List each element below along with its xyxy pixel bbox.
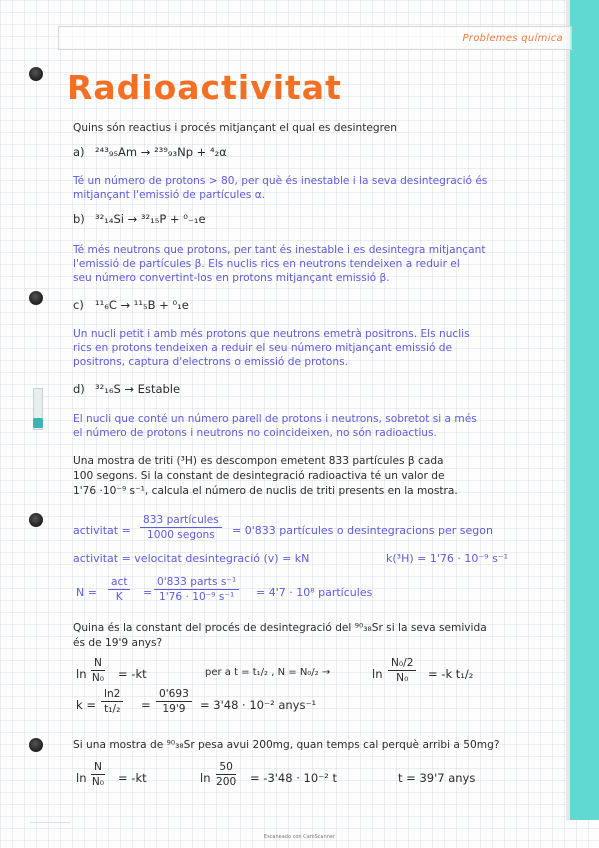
decay-law-2: = -kt bbox=[118, 771, 147, 785]
notebook-tab bbox=[570, 0, 599, 820]
fraction-denominator: N₀ bbox=[396, 672, 409, 684]
ln-label-2: ln bbox=[372, 667, 383, 681]
k-result: = 3'48 · 10⁻² anys⁻¹ bbox=[200, 698, 317, 712]
fraction-denominator: 19'9 bbox=[162, 703, 186, 715]
problem-2-line-1: Una mostra de triti (³H) es descompon emetent 833 partícules β cada bbox=[73, 455, 444, 467]
fraction-denominator: N₀ bbox=[91, 672, 105, 684]
N-label: N = bbox=[76, 586, 97, 599]
item-a-note-1: Té un número de protons > 80, per què és inestable i la seva desintegració és bbox=[73, 175, 488, 187]
half-life-condition: per a t = t₁/₂ , N = N₀/₂ → bbox=[205, 667, 331, 678]
fraction-denominator: N₀ bbox=[91, 776, 105, 788]
decay-law: = -kt bbox=[118, 667, 147, 681]
fraction-numerator: 833 partícules bbox=[140, 514, 222, 528]
fraction-numerator: 0'693 bbox=[156, 688, 192, 702]
item-b-note-2: l'emissió de partícules β. Els nuclis rics en neutrons tendeixen a reduir el bbox=[73, 258, 460, 270]
ln2-fraction bbox=[101, 688, 123, 715]
half-fraction bbox=[388, 657, 416, 684]
fraction-denominator: t₁/₂ bbox=[104, 703, 121, 715]
problem-2-line-2: 100 segons. Si la constant de desintegració radioactiva té un valor de bbox=[73, 470, 445, 482]
fraction-numerator: act bbox=[108, 576, 130, 590]
fraction-numerator: N bbox=[91, 761, 105, 775]
item-c-label: c) bbox=[73, 298, 84, 312]
problem-2-line-3: 1'76 ·10⁻⁹ s⁻¹, calcula el número de nuclis de triti presents en la mostra. bbox=[73, 485, 458, 497]
binder-hole-icon bbox=[29, 738, 43, 752]
question-1: Quins són reactius i procés mitjançant el qual es desintegren bbox=[73, 122, 397, 134]
fraction-numerator: N₀/2 bbox=[388, 657, 416, 671]
item-c-reaction: ¹¹₆C → ¹¹₅B + ⁰₁e bbox=[95, 298, 189, 312]
activitat-fraction bbox=[140, 514, 222, 541]
item-d-label: d) bbox=[73, 382, 85, 396]
binder-hole-icon bbox=[29, 67, 43, 81]
value-fraction bbox=[156, 688, 192, 715]
item-a-label: a) bbox=[73, 145, 85, 159]
item-a-reaction: ²⁴³₉₅Am → ²³⁹₉₃Np + ⁴₂α bbox=[95, 145, 227, 159]
k-value: k(³H) = 1'76 · 10⁻⁹ s⁻¹ bbox=[386, 552, 509, 565]
badge-logo-icon bbox=[33, 418, 43, 428]
scanner-footer: Escaneado con CamScanner bbox=[263, 834, 336, 840]
binder-hole-icon bbox=[29, 513, 43, 527]
divider bbox=[30, 822, 70, 823]
fraction-denominator: 1000 segons bbox=[146, 529, 215, 541]
ln-fraction bbox=[91, 657, 105, 684]
fraction-numerator: N bbox=[91, 657, 105, 671]
N-fraction bbox=[108, 576, 130, 603]
ln-label-4: ln bbox=[200, 771, 211, 785]
ln-label-3: ln bbox=[76, 771, 87, 785]
item-b-note-3: seu número convertint-los en protons mitjançant emissió β. bbox=[73, 272, 390, 284]
N-result: = 4'7 · 10⁸ partícules bbox=[256, 586, 373, 599]
page-title: Radioactivitat bbox=[67, 68, 342, 107]
decay-law-half: = -k t₁/₂ bbox=[428, 667, 474, 681]
problem-4: Si una mostra de ⁹⁰₃₈Sr pesa avui 200mg, quan temps cal perquè arribi a 50mg? bbox=[73, 739, 500, 751]
N-value-fraction bbox=[154, 576, 239, 603]
activitat-formula: activitat = velocitat desintegració (v) = kN bbox=[73, 552, 310, 565]
activitat-result: = 0'833 partícules o desintegracions per segon bbox=[232, 524, 493, 537]
activitat-label: activitat = bbox=[73, 524, 131, 537]
item-d-reaction: ³²₁₆S → Estable bbox=[95, 382, 181, 396]
k-label: k = bbox=[76, 698, 96, 712]
fraction-denominator: 1'76 · 10⁻⁹ s⁻¹ bbox=[158, 591, 235, 603]
mass-fraction bbox=[216, 761, 236, 788]
item-c-note-3: positrons, captura d'electrons o emissió de protons. bbox=[73, 356, 348, 368]
item-c-note-1: Un nucli petit i amb més protons que neutrons emetrà positrons. Els nuclis bbox=[73, 328, 470, 340]
problem-3-line-1: Quina és la constant del procés de desintegració del ⁹⁰₃₈Sr si la seva semivida bbox=[73, 622, 487, 634]
ln-label: ln bbox=[76, 667, 87, 681]
item-b-label: b) bbox=[73, 212, 85, 226]
item-d-note-1: El nucli que conté un número parell de protons i neutrons, sobretot si a més bbox=[73, 413, 477, 425]
item-c-note-2: rics en protons tendeixen a reduir el seu número mitjançant emissió de bbox=[73, 342, 453, 354]
header-tag: Problemes química bbox=[462, 33, 563, 44]
item-b-note-1: Té més neutrons que protons, per tant és inestable i es desintegra mitjançant bbox=[73, 244, 486, 256]
fraction-denominator: K bbox=[115, 591, 123, 603]
fraction-numerator: 50 bbox=[216, 761, 235, 775]
equals-sign: = bbox=[141, 698, 151, 712]
ln-fraction-2 bbox=[91, 761, 105, 788]
item-a-note-2: mitjançant l'emissió de partícules α. bbox=[73, 189, 266, 201]
equals-sign: = bbox=[143, 586, 153, 599]
problem-3-line-2: és de 19'9 anys? bbox=[73, 637, 163, 649]
binder-hole-icon bbox=[29, 291, 43, 305]
item-d-note-2: el número de protons i neutrons no coincideixen, no són radioactius. bbox=[73, 427, 437, 439]
item-b-reaction: ³²₁₄Si → ³²₁₅P + ⁰₋₁e bbox=[95, 212, 206, 226]
decay-law-values: = -3'48 · 10⁻² t bbox=[250, 771, 337, 785]
fraction-numerator: 0'833 parts s⁻¹ bbox=[154, 576, 239, 590]
fraction-denominator: 200 bbox=[216, 776, 237, 788]
fraction-numerator: ln2 bbox=[101, 688, 123, 702]
time-result: t = 39'7 anys bbox=[398, 771, 476, 785]
